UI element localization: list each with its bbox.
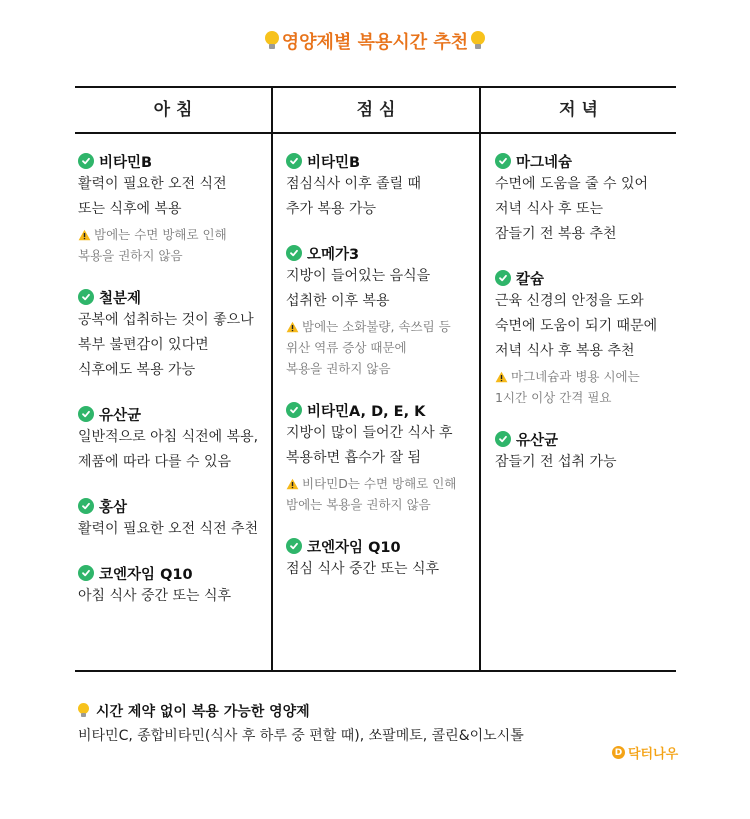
column-divider xyxy=(271,88,273,670)
check-circle-icon xyxy=(495,431,511,447)
supplement-item xyxy=(78,495,258,542)
brand-logo xyxy=(612,743,678,762)
supplement-title xyxy=(78,403,258,425)
column-lunch xyxy=(286,150,456,602)
supplement-name: 유산균 xyxy=(516,432,559,449)
supplement-description: 활력이 필요한 오전 식전 xyxy=(78,176,227,192)
warning-note xyxy=(286,473,456,515)
supplement-description: 점심 식사 중간 또는 식후 xyxy=(286,561,440,577)
warning-icon xyxy=(286,321,299,333)
warning-line xyxy=(286,337,456,358)
warning-text: 위산 역류 증상 때문에 xyxy=(286,340,407,355)
supplement-item xyxy=(78,150,258,266)
warning-icon xyxy=(286,478,299,490)
supplement-description: 식후에도 복용 가능 xyxy=(78,362,196,378)
footer-text: 비타민C, 종합비타민(식사 후 하루 중 편할 때), 쏘팔메토, 콜린&이노시톨 xyxy=(78,728,524,744)
supplement-description: 또는 식후에 복용 xyxy=(78,201,182,217)
supplement-item xyxy=(78,286,258,383)
warning-line xyxy=(495,387,657,408)
column-evening xyxy=(495,150,657,495)
check-circle-icon xyxy=(78,565,94,581)
supplement-item xyxy=(286,150,456,222)
page-title-row xyxy=(0,28,750,54)
supplement-title xyxy=(286,150,456,172)
supplement-name: 마그네슘 xyxy=(516,154,573,171)
warning-text: 밤에는 소화불량, 속쓰림 등 xyxy=(302,319,451,334)
lightbulb-icon xyxy=(264,31,280,51)
supplement-description: 일반적으로 아침 식전에 복용, xyxy=(78,429,259,445)
supplement-item xyxy=(286,242,456,379)
supplement-name: 비타민B xyxy=(307,154,361,171)
supplement-description: 섭취한 이후 복용 xyxy=(286,293,390,309)
supplement-description: 복부 불편감이 있다면 xyxy=(78,337,209,353)
supplement-title xyxy=(495,267,657,289)
column-divider xyxy=(479,88,481,670)
supplement-description: 잠들기 전 복용 추천 xyxy=(495,226,617,242)
supplement-name: 오메가3 xyxy=(307,246,360,263)
warning-text: 복용을 권하지 않음 xyxy=(286,361,391,376)
supplement-title xyxy=(78,150,258,172)
warning-line xyxy=(495,366,657,387)
check-circle-icon xyxy=(78,498,94,514)
supplement-title xyxy=(286,242,456,264)
supplement-description: 지방이 많이 들어간 식사 후 xyxy=(286,425,453,441)
supplement-item xyxy=(78,562,258,609)
supplement-description: 제품에 따라 다를 수 있음 xyxy=(78,454,232,470)
supplement-description: 잠들기 전 섭취 가능 xyxy=(495,454,617,470)
warning-text: 비타민D는 수면 방해로 인해 xyxy=(302,476,457,491)
footer-title-row xyxy=(78,701,310,721)
supplement-description: 활력이 필요한 오전 식전 추천 xyxy=(78,521,259,537)
check-circle-icon xyxy=(78,406,94,422)
supplement-title xyxy=(286,399,456,421)
warning-text: 밤에는 수면 방해로 인해 xyxy=(94,227,227,242)
column-header-lunch: 점 심 xyxy=(356,100,396,120)
supplement-title xyxy=(78,286,258,308)
warning-line xyxy=(286,358,456,379)
supplement-name: 코엔자임 Q10 xyxy=(99,566,193,583)
supplement-item xyxy=(495,150,657,247)
supplement-description: 수면에 도움을 줄 수 있어 xyxy=(495,176,649,192)
supplement-description: 지방이 들어있는 음식을 xyxy=(286,268,431,284)
check-circle-icon xyxy=(78,153,94,169)
supplement-name: 코엔자임 Q10 xyxy=(307,539,401,556)
schedule-table xyxy=(75,86,676,672)
supplement-description: 저녁 식사 후 또는 xyxy=(495,201,604,217)
check-circle-icon xyxy=(286,402,302,418)
supplement-name: 유산균 xyxy=(99,407,142,424)
warning-text: 밤에는 복용을 권하지 않음 xyxy=(286,497,431,512)
column-header-morning: 아 침 xyxy=(153,100,193,120)
supplement-name: 칼슘 xyxy=(516,271,545,288)
lightbulb-icon xyxy=(470,31,486,51)
column-morning xyxy=(78,150,258,629)
supplement-description: 공복에 섭취하는 것이 좋으나 xyxy=(78,312,254,328)
supplement-title xyxy=(78,495,258,517)
supplement-name: 비타민A, D, E, K xyxy=(307,403,426,420)
supplement-title xyxy=(286,535,456,557)
warning-note xyxy=(495,366,657,408)
warning-line xyxy=(286,494,456,515)
supplement-description: 숙면에 도움이 되기 때문에 xyxy=(495,318,658,334)
warning-icon xyxy=(495,371,508,383)
lightbulb-icon xyxy=(78,703,90,719)
supplement-title xyxy=(78,562,258,584)
check-circle-icon xyxy=(495,270,511,286)
check-circle-icon xyxy=(286,538,302,554)
supplement-item xyxy=(78,403,258,475)
check-circle-icon xyxy=(286,153,302,169)
warning-line xyxy=(78,245,258,266)
supplement-name: 홍삼 xyxy=(99,499,128,516)
warning-text: 복용을 권하지 않음 xyxy=(78,248,183,263)
warning-text: 1시간 이상 간격 필요 xyxy=(495,390,612,405)
check-circle-icon xyxy=(78,289,94,305)
footer-title: 시간 제약 없이 복용 가능한 영양제 xyxy=(96,704,310,720)
logo-text: 닥터나우 xyxy=(628,747,679,762)
supplement-item xyxy=(495,267,657,408)
logo-mark-icon: D xyxy=(612,746,625,759)
supplement-description: 저녁 식사 후 복용 추천 xyxy=(495,343,635,359)
warning-note xyxy=(286,316,456,379)
supplement-item xyxy=(286,535,456,582)
supplement-item xyxy=(286,399,456,515)
header-divider xyxy=(75,132,676,134)
warning-note xyxy=(78,224,258,266)
warning-icon xyxy=(78,229,91,241)
warning-line xyxy=(78,224,258,245)
supplement-description: 아침 식사 중간 또는 식후 xyxy=(78,588,232,604)
supplement-name: 비타민B xyxy=(99,154,153,171)
supplement-title xyxy=(495,150,657,172)
supplement-description: 점심식사 이후 졸릴 때 xyxy=(286,176,422,192)
supplement-title xyxy=(495,428,657,450)
check-circle-icon xyxy=(286,245,302,261)
supplement-description: 근육 신경의 안정을 도와 xyxy=(495,293,644,309)
check-circle-icon xyxy=(495,153,511,169)
supplement-item xyxy=(495,428,657,475)
warning-text: 마그네슘과 병용 시에는 xyxy=(511,369,640,384)
column-header-evening: 저 녁 xyxy=(559,100,598,120)
supplement-description: 복용하면 흡수가 잘 됨 xyxy=(286,450,422,466)
page-title: 영양제별 복용시간 추천 xyxy=(281,32,469,53)
warning-line xyxy=(286,473,456,494)
warning-line xyxy=(286,316,456,337)
supplement-name: 철분제 xyxy=(99,290,142,307)
supplement-description: 추가 복용 가능 xyxy=(286,201,377,217)
